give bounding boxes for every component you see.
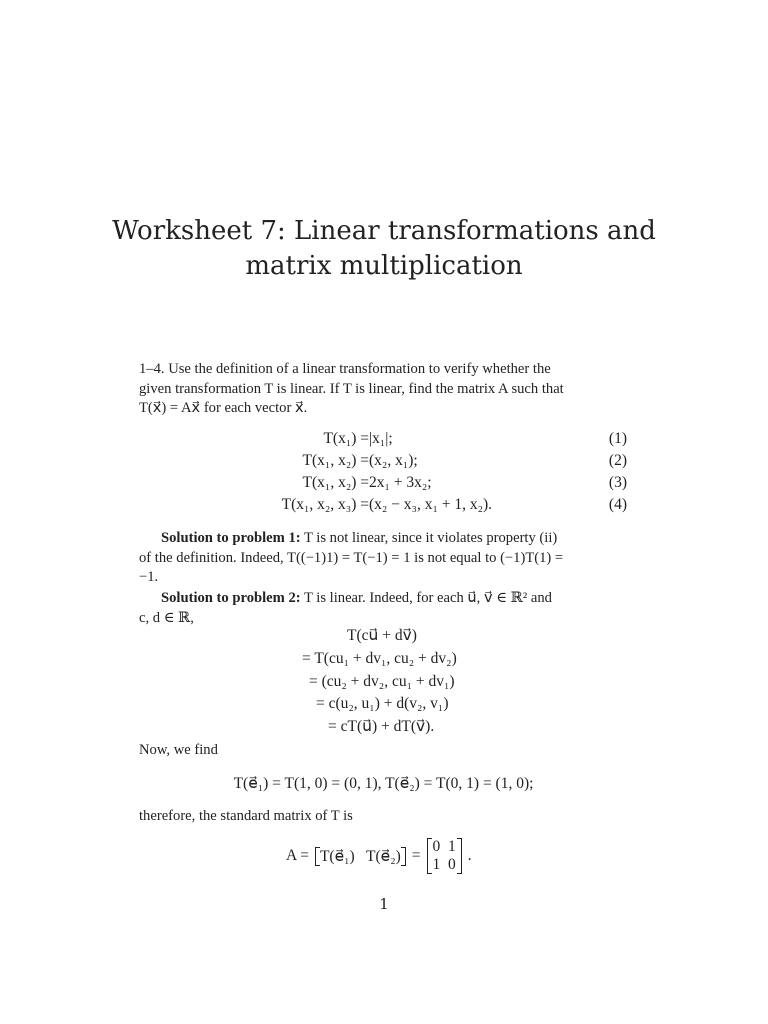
intro-line-3: T(x⃗) = Ax⃗ for each vector x⃗. <box>139 400 308 416</box>
equation-rhs: 2x₁ + 3x₂; <box>369 474 432 491</box>
title-line-2: matrix multiplication <box>245 251 523 281</box>
equation-4 <box>139 496 628 516</box>
now-we-find-text: Now, we find <box>139 742 218 758</box>
equation-rhs: (x₂ − x₃, x₁ + 1, x₂). <box>369 496 493 513</box>
worksheet-title <box>0 214 768 284</box>
derivation-line-5: = cT(u⃗) + dT(v⃗). <box>328 718 435 735</box>
equation-2 <box>139 452 628 472</box>
derivation-line-2: = T(cu₁ + dv₁, cu₂ + dv₂) <box>302 650 457 667</box>
intro-line-1: 1–4. Use the definition of a linear transformation to verify whether the <box>139 361 551 377</box>
matrix-columns: T(e⃗₁) T(e⃗₂) <box>319 847 401 865</box>
matrix-lhs: A = <box>286 847 309 864</box>
solution-1-text: T is not linear, since it violates property (ii) <box>300 530 558 546</box>
derivation-line-3: = (cu₂ + dv₂, cu₁ + dv₁) <box>309 673 455 690</box>
equation-number: (4) <box>608 496 627 513</box>
derivation-line-1: T(cu⃗ + dv⃗) <box>347 627 417 644</box>
equation-lhs: T(x₁, x₂, x₃) = <box>281 496 369 513</box>
title-line-1: Worksheet 7: Linear transformations and <box>112 216 656 246</box>
matrix-period: . <box>467 847 472 864</box>
equation-rhs: |x₁|; <box>369 430 393 447</box>
equation-number: (1) <box>608 430 627 447</box>
solution-1-line-2: of the definition. Indeed, T((−1)1) = T(−1) = 1 is not equal to (−1)T(1) = <box>139 549 564 566</box>
solution-2-paragraph <box>139 589 628 628</box>
solution-2-label: Solution to problem 2: <box>161 590 301 606</box>
intro-line-2: given transformation T is linear. If T is linear, find the matrix A such that <box>139 380 564 397</box>
therefore-text: therefore, the standard matrix of T is <box>139 808 353 824</box>
column-bracket <box>315 847 406 866</box>
solution-1-line-3: −1. <box>139 569 159 585</box>
page-number: 1 <box>379 895 389 913</box>
equation-3 <box>139 474 628 494</box>
equation-lhs: T(x₁) = <box>323 430 369 447</box>
equation-rhs: (x₂, x₁); <box>369 452 418 469</box>
equation-lhs: T(x₁, x₂) = <box>302 474 369 491</box>
intro-paragraph <box>139 360 628 419</box>
equation-lhs: T(x₁, x₂) = <box>302 452 369 469</box>
matrix-row-2: 1 0 <box>432 856 456 873</box>
matrix-row-1: 0 1 <box>432 838 456 855</box>
equation-number: (3) <box>608 474 627 491</box>
standard-matrix-equation <box>286 838 472 874</box>
solution-2-line-2: c, d ∈ ℝ, <box>139 609 194 626</box>
solution-2-line-1 <box>139 589 628 609</box>
matrix-equals: = <box>411 847 421 864</box>
equation-1 <box>139 430 628 450</box>
derivation-line-4: = c(u₂, u₁) + d(v₂, v₁) <box>316 695 449 712</box>
basis-equation: T(e⃗₁) = T(1, 0) = (0, 1), T(e⃗₂) = T(0, 1) = (1, 0); <box>233 775 534 792</box>
equation-number: (2) <box>608 452 627 469</box>
solution-2-text: T is linear. Indeed, for each u⃗, v⃗ ∈ ℝ² and <box>300 590 552 606</box>
solution-1-label: Solution to problem 1: <box>161 530 301 546</box>
solution-1-paragraph <box>139 529 628 588</box>
standard-matrix <box>427 838 462 874</box>
solution-1-line-1 <box>139 529 628 549</box>
